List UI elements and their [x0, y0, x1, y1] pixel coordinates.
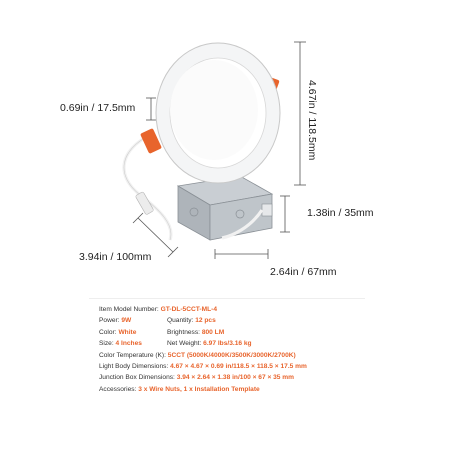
- spec-row-accessories: [99, 384, 399, 395]
- spec-table: [99, 304, 399, 395]
- spec-row-model: [99, 304, 399, 315]
- cutout-diameter-label: 3.94in / 100mm: [79, 251, 152, 263]
- recessed-light-trim: [156, 43, 280, 183]
- spec-row-size: [99, 338, 399, 349]
- light-body-label: Light Body Dimensions:: [99, 362, 169, 370]
- item-model-value: GT-DL-5CCT-ML-4: [160, 306, 217, 313]
- trim-thickness-label: 0.69in / 17.5mm: [60, 102, 136, 114]
- brightness-label: Brightness:: [167, 328, 200, 336]
- spec-row-color-temperature: [99, 350, 399, 361]
- spec-row-light-body: [99, 361, 399, 372]
- net-weight-label: Net Weight:: [167, 340, 202, 348]
- quantity-label: Quantity:: [167, 317, 194, 325]
- spec-row-junction-box: [99, 372, 399, 383]
- overall-diameter-label: 4.67in / 118.5mm: [306, 80, 318, 161]
- size-label: Size:: [99, 340, 114, 348]
- accessories-value: 3 x Wire Nuts, 1 x Installation Template: [138, 385, 260, 393]
- power-value: 9W: [121, 317, 132, 325]
- color-label: Color:: [99, 328, 117, 336]
- box-height-label: 1.38in / 35mm: [307, 207, 374, 219]
- quantity-value: 12 pcs: [195, 317, 216, 325]
- light-body-value: 4.67 × 4.67 × 0.69 in/118.5 × 118.5 × 17.5 mm: [170, 362, 307, 370]
- size-value: 4 Inches: [115, 340, 142, 348]
- junction-box-label: Junction Box Dimensions:: [99, 374, 175, 382]
- junction-box: [178, 176, 272, 240]
- item-model-label: Item Model Number:: [99, 306, 159, 313]
- spec-row-color: [99, 327, 399, 338]
- junction-box-value: 3.94 × 2.64 × 1.38 in/100 × 67 × 35 mm: [176, 374, 295, 382]
- box-length-label: 2.64in / 67mm: [270, 266, 337, 278]
- color-value: White: [118, 328, 137, 336]
- net-weight-value: 6.97 lbs/3.16 kg: [203, 340, 252, 348]
- accessories-label: Accessories:: [99, 385, 137, 393]
- spec-row-power: [99, 315, 399, 326]
- brightness-value: 800 LM: [201, 328, 225, 336]
- color-temperature-label: Color Temperature (K):: [99, 351, 166, 359]
- color-temperature-value: 5CCT (5000K/4000K/3500K/3000K/2700K): [167, 351, 296, 359]
- power-label: Power:: [99, 317, 120, 325]
